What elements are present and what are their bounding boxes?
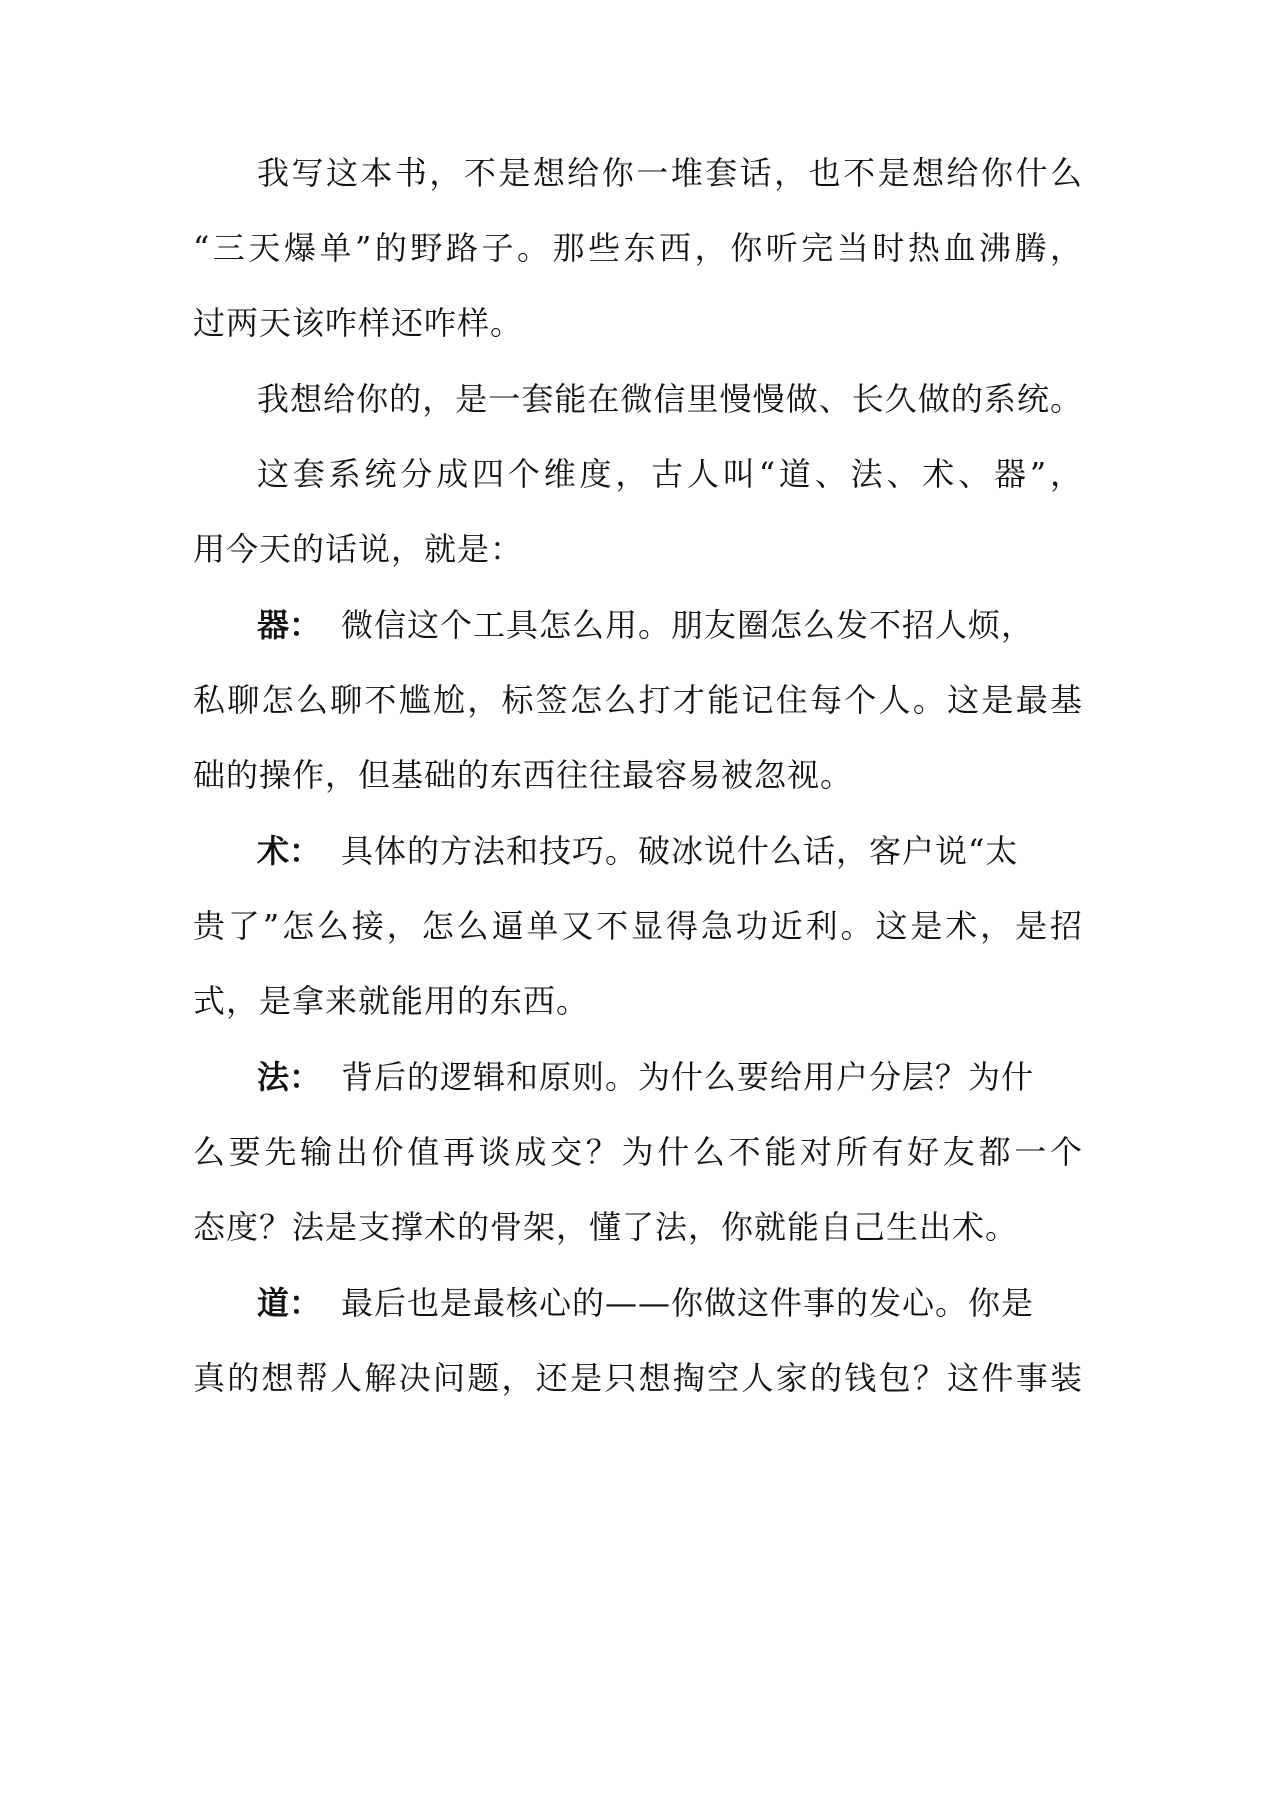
text-line: “三天爆单”的野路子。那些东西，你听完当时热血沸腾， — [193, 229, 1083, 267]
definition-line — [257, 1273, 1083, 1333]
definition-line — [257, 1047, 1083, 1107]
text-line: 我想给你的，是一套能在微信里慢慢做、长久做的系统。 — [257, 380, 1083, 418]
definition-line — [257, 821, 1083, 881]
text-line: 用今天的话说，就是： — [193, 530, 524, 568]
term-label: 道： — [257, 1284, 322, 1322]
text-line: 这套系统分成四个维度，古人叫“道、法、术、器”， — [257, 455, 1083, 493]
text-line: 背后的逻辑和原则。为什么要给用户分层？为什 — [341, 1058, 1035, 1096]
text-line: 贵了”怎么接，怎么逼单又不显得急功近利。这是术，是招 — [193, 907, 1083, 945]
text-line: 础的操作，但基础的东西往往最容易被忽视。 — [193, 756, 854, 794]
text-line: 最后也是最核心的——你做这件事的发心。你是 — [341, 1284, 1035, 1322]
text-line: 我写这本书，不是想给你一堆套话，也不是想给你什么 — [257, 154, 1083, 192]
text-line: 私聊怎么聊不尴尬，标签怎么打才能记住每个人。这是最基 — [193, 681, 1083, 719]
text-line: 么要先输出价值再谈成交？为什么不能对所有好友都一个 — [193, 1133, 1083, 1171]
term-label: 法： — [257, 1058, 322, 1096]
text-line: 微信这个工具怎么用。朋友圈怎么发不招人烦， — [341, 606, 1035, 644]
definition-line — [257, 595, 1083, 655]
text-line: 过两天该咋样还咋样。 — [193, 304, 524, 342]
text-line: 具体的方法和技巧。破冰说什么话，客户说“太 — [341, 832, 1019, 870]
term-label: 术： — [257, 832, 322, 870]
text-line: 态度？法是支撑术的骨架，懂了法，你就能自己生出术。 — [193, 1208, 1019, 1246]
text-line: 式，是拿来就能用的东西。 — [193, 982, 590, 1020]
term-label: 器： — [257, 606, 322, 644]
text-line: 真的想帮人解决问题，还是只想掏空人家的钱包？这件事装 — [193, 1359, 1083, 1397]
